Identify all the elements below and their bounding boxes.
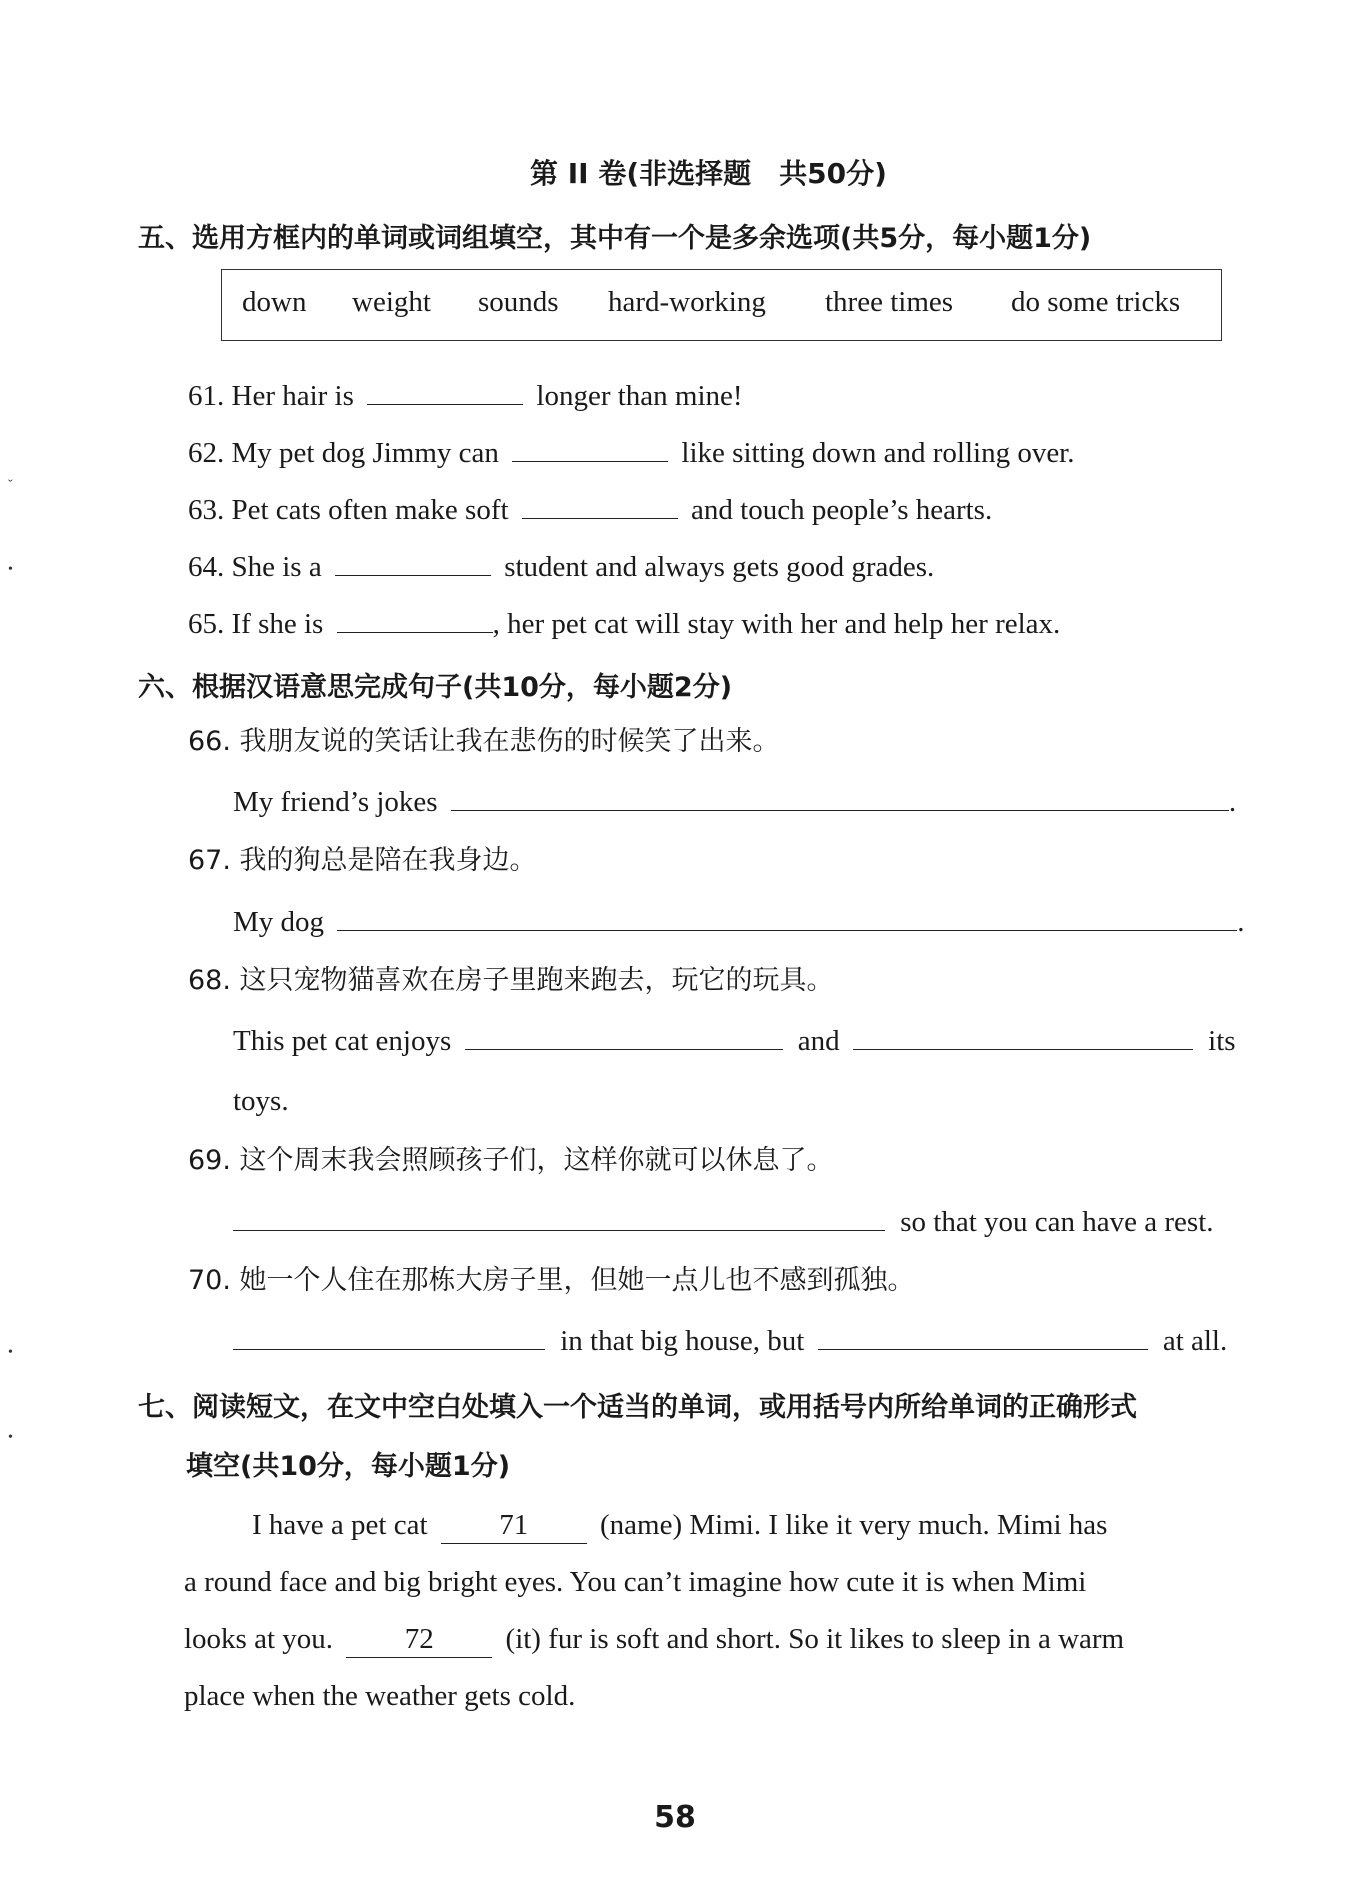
answer-blank[interactable]: [337, 904, 1237, 931]
part-title: 第 II 卷(非选择题 共50分): [530, 157, 887, 190]
section5-heading: 五、选用方框内的单词或词组填空，其中有一个是多余选项(共5分，每小题1分): [138, 223, 1092, 254]
question-67-english: My dog .: [233, 906, 1245, 938]
question-70-chinese: 70. 她一个人住在那栋大房子里，但她一点儿也不感到孤独。: [188, 1265, 915, 1296]
answer-blank[interactable]: [451, 784, 1229, 811]
question-67-chinese: 67. 我的狗总是陪在我身边。: [188, 845, 537, 876]
question-68-english: This pet cat enjoys and its: [233, 1025, 1236, 1057]
question-62: 62. My pet dog Jimmy can like sitting down and rolling over.: [188, 437, 1075, 469]
margin-mark: •: [8, 562, 13, 577]
question-66-english: My friend’s jokes .: [233, 786, 1237, 818]
section6-heading: 六、根据汉语意思完成句子(共10分，每小题2分): [138, 672, 733, 703]
question-65: 65. If she is , her pet cat will stay with her and help her relax.: [188, 608, 1061, 640]
question-61: 61. Her hair is longer than mine!: [188, 380, 743, 412]
question-63: 63. Pet cats often make soft and touch people’s hearts.: [188, 494, 993, 526]
word-option: do some tricks: [1011, 286, 1181, 318]
question-70-english: in that big house, but at all.: [233, 1323, 1227, 1359]
answer-blank[interactable]: [512, 435, 668, 462]
word-option: down: [242, 286, 307, 318]
passage-line-4: place when the weather gets cold.: [184, 1680, 576, 1712]
page-number: 58: [654, 1800, 696, 1835]
word-option: weight: [352, 286, 431, 318]
question-66-chinese: 66. 我朋友说的笑话让我在悲伤的时候笑了出来。: [188, 726, 780, 757]
question-69-english: so that you can have a rest.: [233, 1204, 1214, 1240]
word-option: sounds: [478, 286, 559, 318]
answer-blank[interactable]: [335, 549, 491, 576]
question-68-continuation: toys.: [233, 1085, 289, 1117]
question-68-chinese: 68. 这只宠物猫喜欢在房子里跑来跑去，玩它的玩具。: [188, 965, 834, 996]
passage-line-3: looks at you. 72 (it) fur is soft and short. So it likes to sleep in a warm: [184, 1621, 1124, 1658]
passage-line-2: a round face and big bright eyes. You can’t imagine how cute it is when Mimi: [184, 1566, 1087, 1598]
margin-mark: •: [8, 1430, 13, 1445]
word-option: three times: [825, 286, 954, 318]
passage-line-1: I have a pet cat 71 (name) Mimi. I like it very much. Mimi has: [252, 1507, 1107, 1544]
answer-blank[interactable]: [367, 378, 523, 405]
answer-blank-72[interactable]: 72: [346, 1621, 492, 1658]
answer-blank-71[interactable]: 71: [441, 1507, 587, 1544]
margin-mark: •: [8, 1345, 13, 1360]
word-option: hard-working: [608, 286, 766, 318]
question-64: 64. She is a student and always gets good grades.: [188, 551, 935, 583]
section7-heading-cont: 填空(共10分，每小题1分): [186, 1451, 511, 1482]
answer-blank[interactable]: [465, 1023, 783, 1050]
answer-blank[interactable]: [853, 1023, 1193, 1050]
section7-heading: 七、阅读短文，在文中空白处填入一个适当的单词，或用括号内所给单词的正确形式: [138, 1392, 1137, 1423]
margin-mark: ˇ: [8, 478, 13, 493]
answer-blank[interactable]: [337, 606, 493, 633]
answer-blank[interactable]: [233, 1204, 885, 1231]
answer-blank[interactable]: [233, 1323, 545, 1350]
word-bank-box: [221, 269, 1222, 341]
question-69-chinese: 69. 这个周末我会照顾孩子们，这样你就可以休息了。: [188, 1145, 834, 1176]
answer-blank[interactable]: [522, 492, 678, 519]
answer-blank[interactable]: [818, 1323, 1148, 1350]
